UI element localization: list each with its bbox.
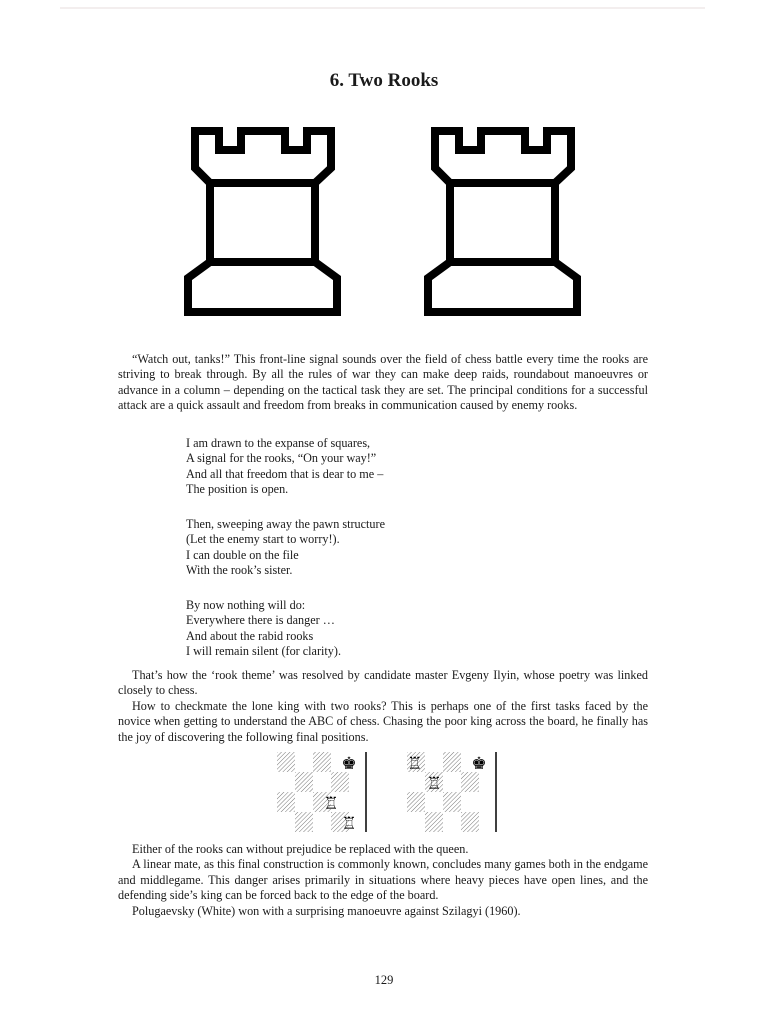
rook-illustration-right-icon [418,125,590,321]
page-number: 129 [374,973,394,987]
paragraph-ilyin: That’s how the ‘rook theme’ was resolved by candidate master Evgeny Ilyin, whose poetry was linked closely to chess. [118,668,648,698]
top-edge-line [60,7,705,9]
poem-line: Everywhere there is danger … [186,613,335,628]
paragraph-linear-mate: A linear mate, as this final construction is commonly known, concludes many games both in the endgame and middlegame. This danger arises primarily in situations where heavy pieces have open lines, and the defending side’s king can be forced back to the edge of the board. [118,857,648,903]
paragraph-checkmate: How to checkmate the lone king with two rooks? This is perhaps one of the first tasks faced by the novice when getting to understand the ABC of chess. Chasing the poor king across the board, he finally has the joy of discovering the following final positions. [118,698,648,744]
poem-line: I will remain silent (for clarity). [186,644,341,659]
chess-diagram-right [407,752,497,832]
poem-stanza-2 [186,517,486,579]
black-king-icon: ♚ [341,754,357,774]
chapter-title: 6. Two Rooks [329,70,439,91]
poem-line: By now nothing will do: [186,598,306,612]
body-paragraphs-2 [118,668,648,745]
poem-line: A signal for the rooks, “On your way!” [186,451,377,466]
black-king-icon: ♚ [471,754,487,774]
paragraph-queen: Either of the rooks can without prejudice be replaced with the queen. [132,842,469,856]
intro-paragraph [118,352,648,414]
poem-line: (Let the enemy start to worry!). [186,532,340,547]
board-squares [277,752,349,832]
rook-illustration-left-icon [178,125,350,321]
white-rook-icon: ♖ [407,754,423,774]
poem-stanza-1 [186,436,486,498]
poem-line: And about the rabid rooks [186,628,314,643]
white-rook-icon: ♖ [426,774,442,794]
white-rook-icon: ♖ [323,794,339,814]
paragraph-polugaevsky: Polugaevsky (White) won with a surprising manoeuvre against Szilagyi (1960). [132,903,521,918]
poem-line: I am drawn to the expanse of squares, [186,436,371,450]
chess-diagram-left [277,752,367,832]
white-rook-icon: ♖ [341,814,357,832]
poem-line: I can double on the file [186,547,299,562]
poem-line: The position is open. [186,482,289,497]
intro-text: “Watch out, tanks!” This front-line signal sounds over the field of chess battle every time the rooks are striving to break through. By all the rules of war they can make deep raids, roundabout manoeuvres or advance in a column – depending on the tactical task they are set. The principal conditions for a successful attack are a quick assault and freedom from breaks in communication caused by enemy rooks. [118,352,648,413]
body-paragraphs-3 [118,842,648,919]
poem-line: And all that freedom that is dear to me – [186,466,384,481]
poem-stanza-3 [186,598,486,660]
poem-line: Then, sweeping away the pawn structure [186,517,385,531]
poem-line: With the rook’s sister. [186,563,293,578]
